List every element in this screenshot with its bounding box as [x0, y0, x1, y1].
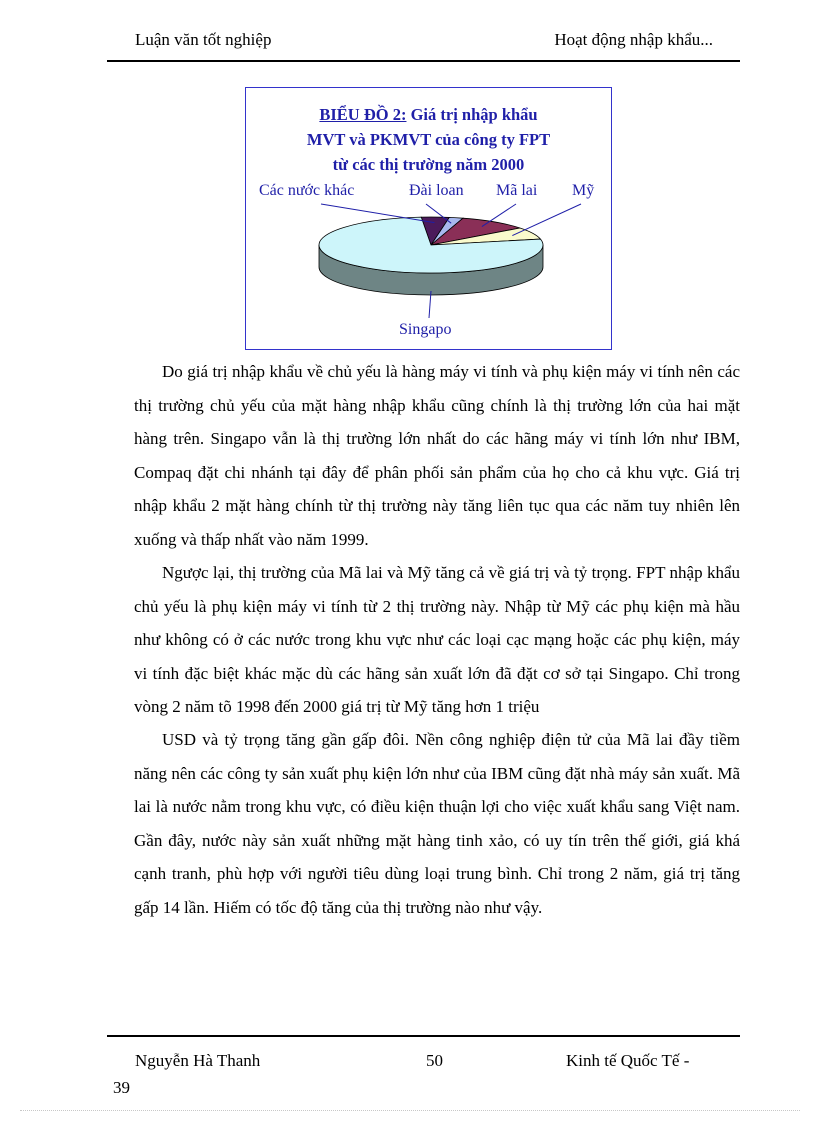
slice-label-other: Các nước khác: [259, 182, 355, 199]
slice-label-singapore: Singapo: [399, 321, 452, 338]
chart-title-line2: MVT và PKMVT của công ty FPT: [306, 130, 551, 149]
footer-page-number: 50: [426, 1051, 443, 1070]
paragraph-1: [134, 355, 740, 556]
slice-label-taiwan: Đài loan: [409, 182, 464, 199]
header-title-left: Luận văn tốt nghiệp: [135, 30, 272, 49]
footer-class: 39: [113, 1078, 130, 1097]
footer-author: Nguyễn Hà Thanh: [135, 1051, 261, 1070]
slice-label-usa: Mỹ: [572, 182, 595, 199]
paragraph-2: [134, 556, 740, 724]
header-title-right: Hoạt động nhập khẩu...: [554, 30, 713, 49]
chart-title-line3: từ các thị trường năm 2000: [332, 155, 525, 174]
chart-title-line1: Giá trị nhập khẩu: [410, 105, 538, 124]
header-rule: [107, 60, 740, 62]
chart-title: [246, 102, 611, 177]
slice-label-malaysia: Mã lai: [496, 182, 538, 199]
chart-title-prefix: BIỂU ĐỒ 2:: [319, 105, 407, 124]
leader-line-3: [512, 204, 581, 236]
footer-rule: [107, 1035, 740, 1037]
paragraph-1-text: Do giá trị nhập khẩu về chủ yếu là hàng máy vi tính và phụ kiện máy vi tính nên các thị trường chủ yếu của mặt hàng nhập khẩu cũng chính là thị trường lớn của hai mặt hàng trên. Singapo vẫn là thị trường lớn nhất do các hãng máy vi tính lớn như IBM, Compaq đặt chi nhánh tại đây để phân phối sản phẩm của họ cho cả khu vực. Giá trị nhập khẩu 2 mặt hàng chính từ thị trường này tăng liên tục qua các năm tuy nhiên lên xuống và thấp nhất vào năm 1999.: [134, 362, 740, 549]
paragraph-3: [134, 723, 740, 924]
pie-chart-figure: [245, 87, 612, 350]
leader-line-0: [321, 204, 434, 223]
paragraph-3-text: USD và tỷ trọng tăng gần gấp đôi. Nền công nghiệp điện tử của Mã lai đầy tiềm năng nên các công ty sản xuất phụ kiện lớn như của IBM cũng đặt nhà máy sản xuất. Mã lai là nước nằm trong khu vực, có điều kiện thuận lợi cho việc xuất khẩu sang Việt nam. Gần đây, nước này sản xuất những mặt hàng tinh xảo, có uy tín trên thế giới, giá khá cạnh tranh, phù hợp với người tiêu dùng loại trung bình. Chỉ trong 2 năm, giá trị tăng gấp 14 lần. Hiếm có tốc độ tăng của thị trường nào như vậy.: [134, 730, 740, 917]
footer-department: Kinh tế Quốc Tế -: [566, 1051, 690, 1070]
paragraph-2-text: Ngược lại, thị trường của Mã lai và Mỹ tăng cả về giá trị và tỷ trọng. FPT nhập khẩu chủ yếu là phụ kiện máy vi tính từ 2 thị trường này. Nhập từ Mỹ các phụ kiện mà hầu như không có ở các nước trong khu vực như các loại cạc mạng hoặc các phụ kiện, máy vi tính đặc biệt khác mặc dù các hãng sản xuất lớn đã đặt cơ sở tại Singapo. Chỉ trong vòng 2 năm tõ 1998 đến 2000 giá trị từ Mỹ tăng hơn 1 triệu: [134, 563, 740, 716]
page-edge-dots: [20, 1110, 800, 1111]
